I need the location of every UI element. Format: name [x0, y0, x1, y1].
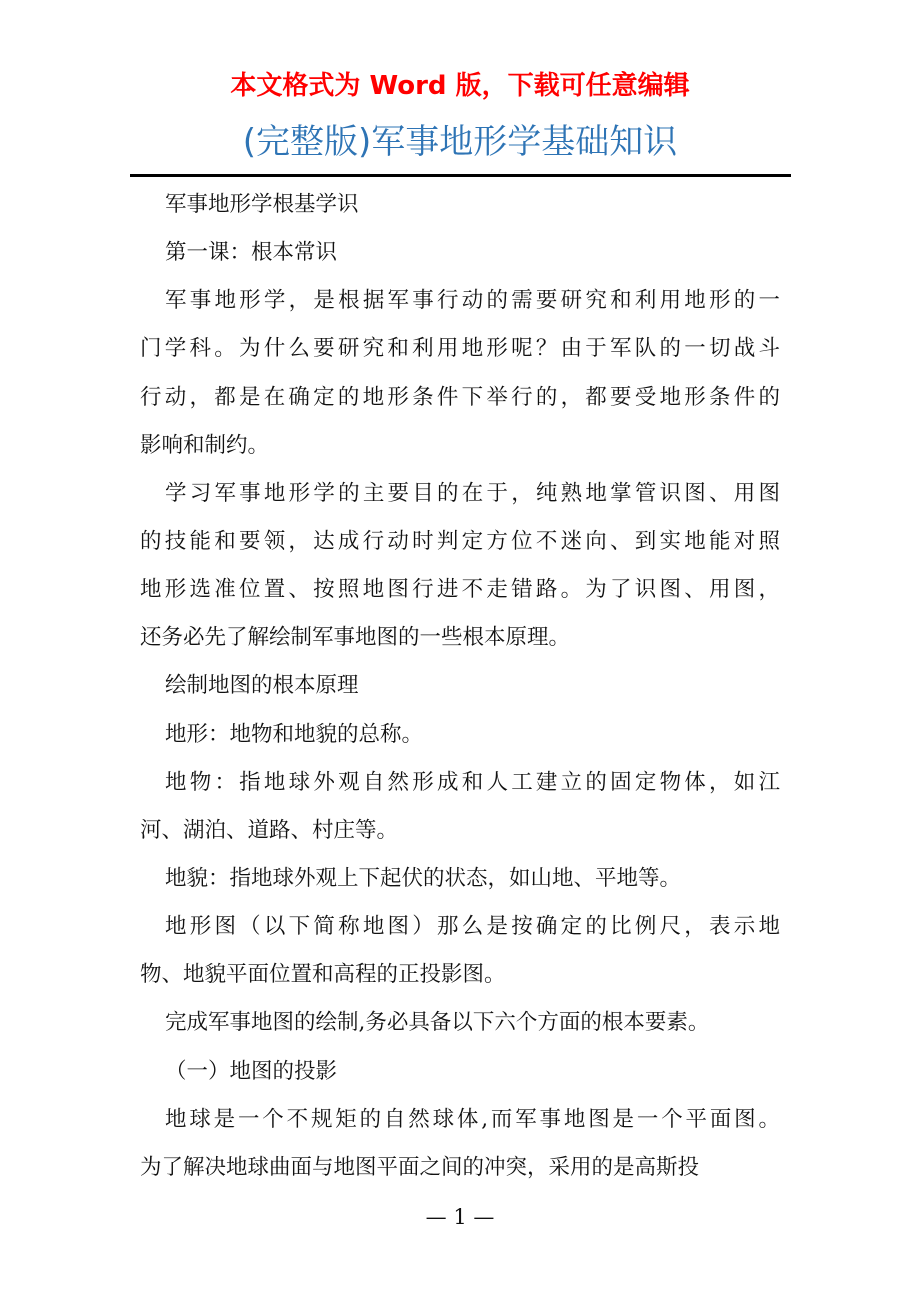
paragraph-line: 军事地形学，是根据军事行动的需要研究和利用地形的一 [165, 288, 780, 314]
paragraph-line: 门学科。为什么要研究和利用地形呢？由于军队的一切战斗 [140, 336, 780, 362]
paragraph-line: 地貌：指地球外观上下起伏的状态，如山地、平地等。 [165, 865, 682, 891]
paragraph-line: 还务必先了解绘制军事地图的一些根本原理。 [140, 625, 571, 651]
paragraph-line: 影响和制约。 [140, 432, 270, 458]
title-divider [130, 174, 791, 177]
paragraph [140, 662, 780, 710]
paragraph-line: 学习军事地形学的主要目的在于，纯熟地掌管识图、用图 [165, 480, 780, 506]
paragraph-line: 河、湖泊、道路、村庄等。 [140, 817, 399, 843]
paragraph [140, 759, 780, 855]
paragraph [140, 999, 780, 1047]
paragraph-line: 地形选准位置、按照地图行进不走错路。为了识图、用图， [140, 577, 780, 603]
paragraph-line: 行动，都是在确定的地形条件下举行的，都要受地形条件的 [140, 384, 780, 410]
document-title: (完整版)军事地形学基础知识 [242, 122, 678, 162]
paragraph [140, 1096, 780, 1192]
paragraph-line: 的技能和要领，达成行动时判定方位不迷向、到实地能对照 [140, 528, 780, 554]
paragraph-line: 物、地貌平面位置和高程的正投影图。 [140, 962, 506, 988]
paragraph-line: （一）地图的投影 [165, 1058, 338, 1084]
paragraph [140, 470, 780, 663]
paragraph-line: 为了解决地球曲面与地图平面之间的冲突，采用的是高斯投 [140, 1154, 700, 1180]
paragraph-line: 军事地形学根基学识 [165, 192, 359, 217]
paragraph-line: 绘制地图的根本原理 [165, 673, 359, 699]
paragraph [140, 855, 780, 903]
paragraph-line: 地物：指地球外观自然形成和人工建立的固定物体，如江 [165, 769, 780, 795]
paragraph [140, 711, 780, 759]
paragraph [140, 181, 780, 229]
page-number: — 1 — [425, 1205, 495, 1229]
paragraph [140, 229, 780, 277]
paragraph [140, 1048, 780, 1096]
paragraph [140, 903, 780, 999]
document-body [140, 181, 780, 1192]
paragraph [140, 277, 780, 470]
paragraph-line: 地形图（以下简称地图）那么是按确定的比例尺，表示地 [165, 914, 780, 940]
paragraph-line: 地形：地物和地貌的总称。 [165, 721, 424, 747]
paragraph-line: 地球是一个不规矩的自然球体,而军事地图是一个平面图。 [165, 1106, 780, 1132]
paragraph-line: 完成军事地图的绘制,务必具备以下六个方面的根本要素。 [165, 1010, 710, 1036]
paragraph-line: 第一课：根本常识 [165, 240, 338, 266]
editable-notice: 本文格式为 Word 版，下载可任意编辑 [230, 71, 690, 101]
